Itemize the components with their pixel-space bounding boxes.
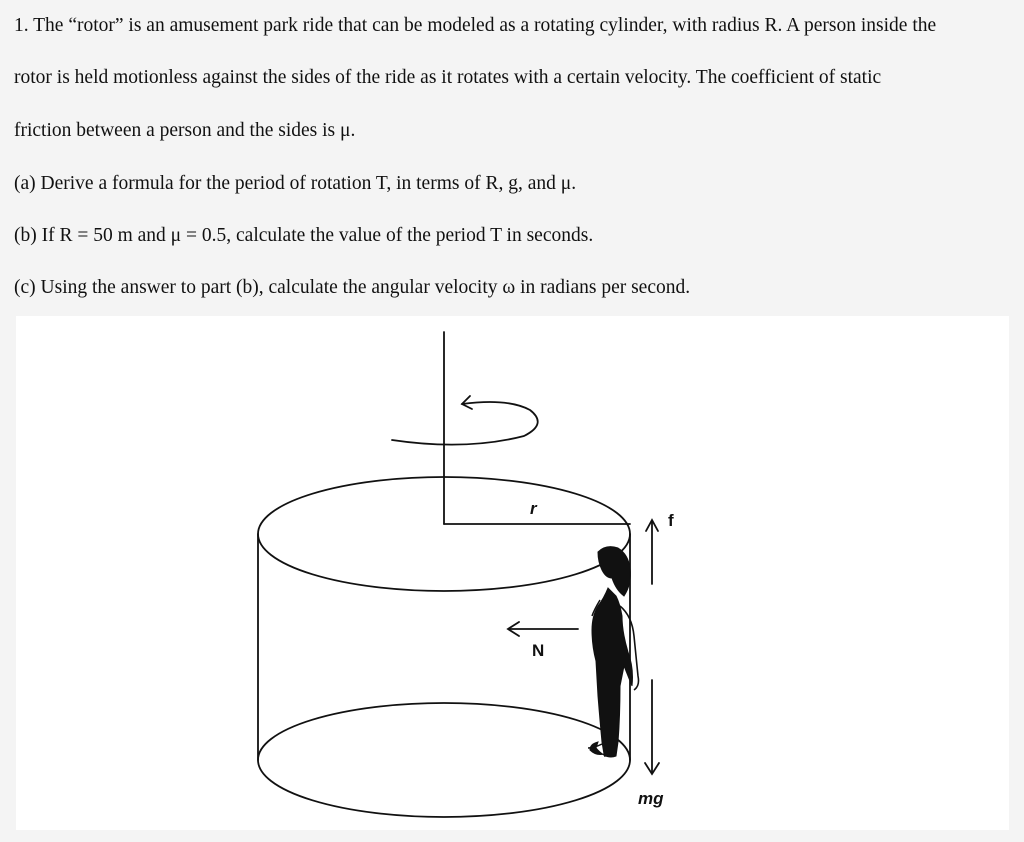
problem-statement-line-2: rotor is held motionless against the sides of the ride as it rotates with a certain velocity. The coefficient of static [14, 67, 882, 88]
problem-statement-line-1: 1. The “rotor” is an amusement park ride that can be modeled as a rotating cylinder, with radius R. A person inside the [14, 15, 937, 36]
rotation-arrow [392, 402, 538, 445]
radius-label: r [530, 499, 537, 518]
question-part-b: (b) If R = 50 m and μ = 0.5, calculate the value of the period T in seconds. [14, 225, 594, 246]
person-silhouette [588, 547, 639, 757]
rotor-figure [16, 316, 1009, 830]
friction-label: f [668, 511, 674, 530]
question-part-c: (c) Using the answer to part (b), calculate the angular velocity ω in radians per second. [14, 277, 691, 298]
problem-statement-line-3: friction between a person and the sides is μ. [14, 120, 356, 141]
weight-label: mg [638, 789, 664, 808]
cylinder-bottom-ellipse [258, 703, 630, 817]
rotor-diagram [16, 316, 1009, 830]
question-part-a: (a) Derive a formula for the period of rotation T, in terms of R, g, and μ. [14, 173, 577, 194]
normal-force-label: N [532, 641, 545, 660]
